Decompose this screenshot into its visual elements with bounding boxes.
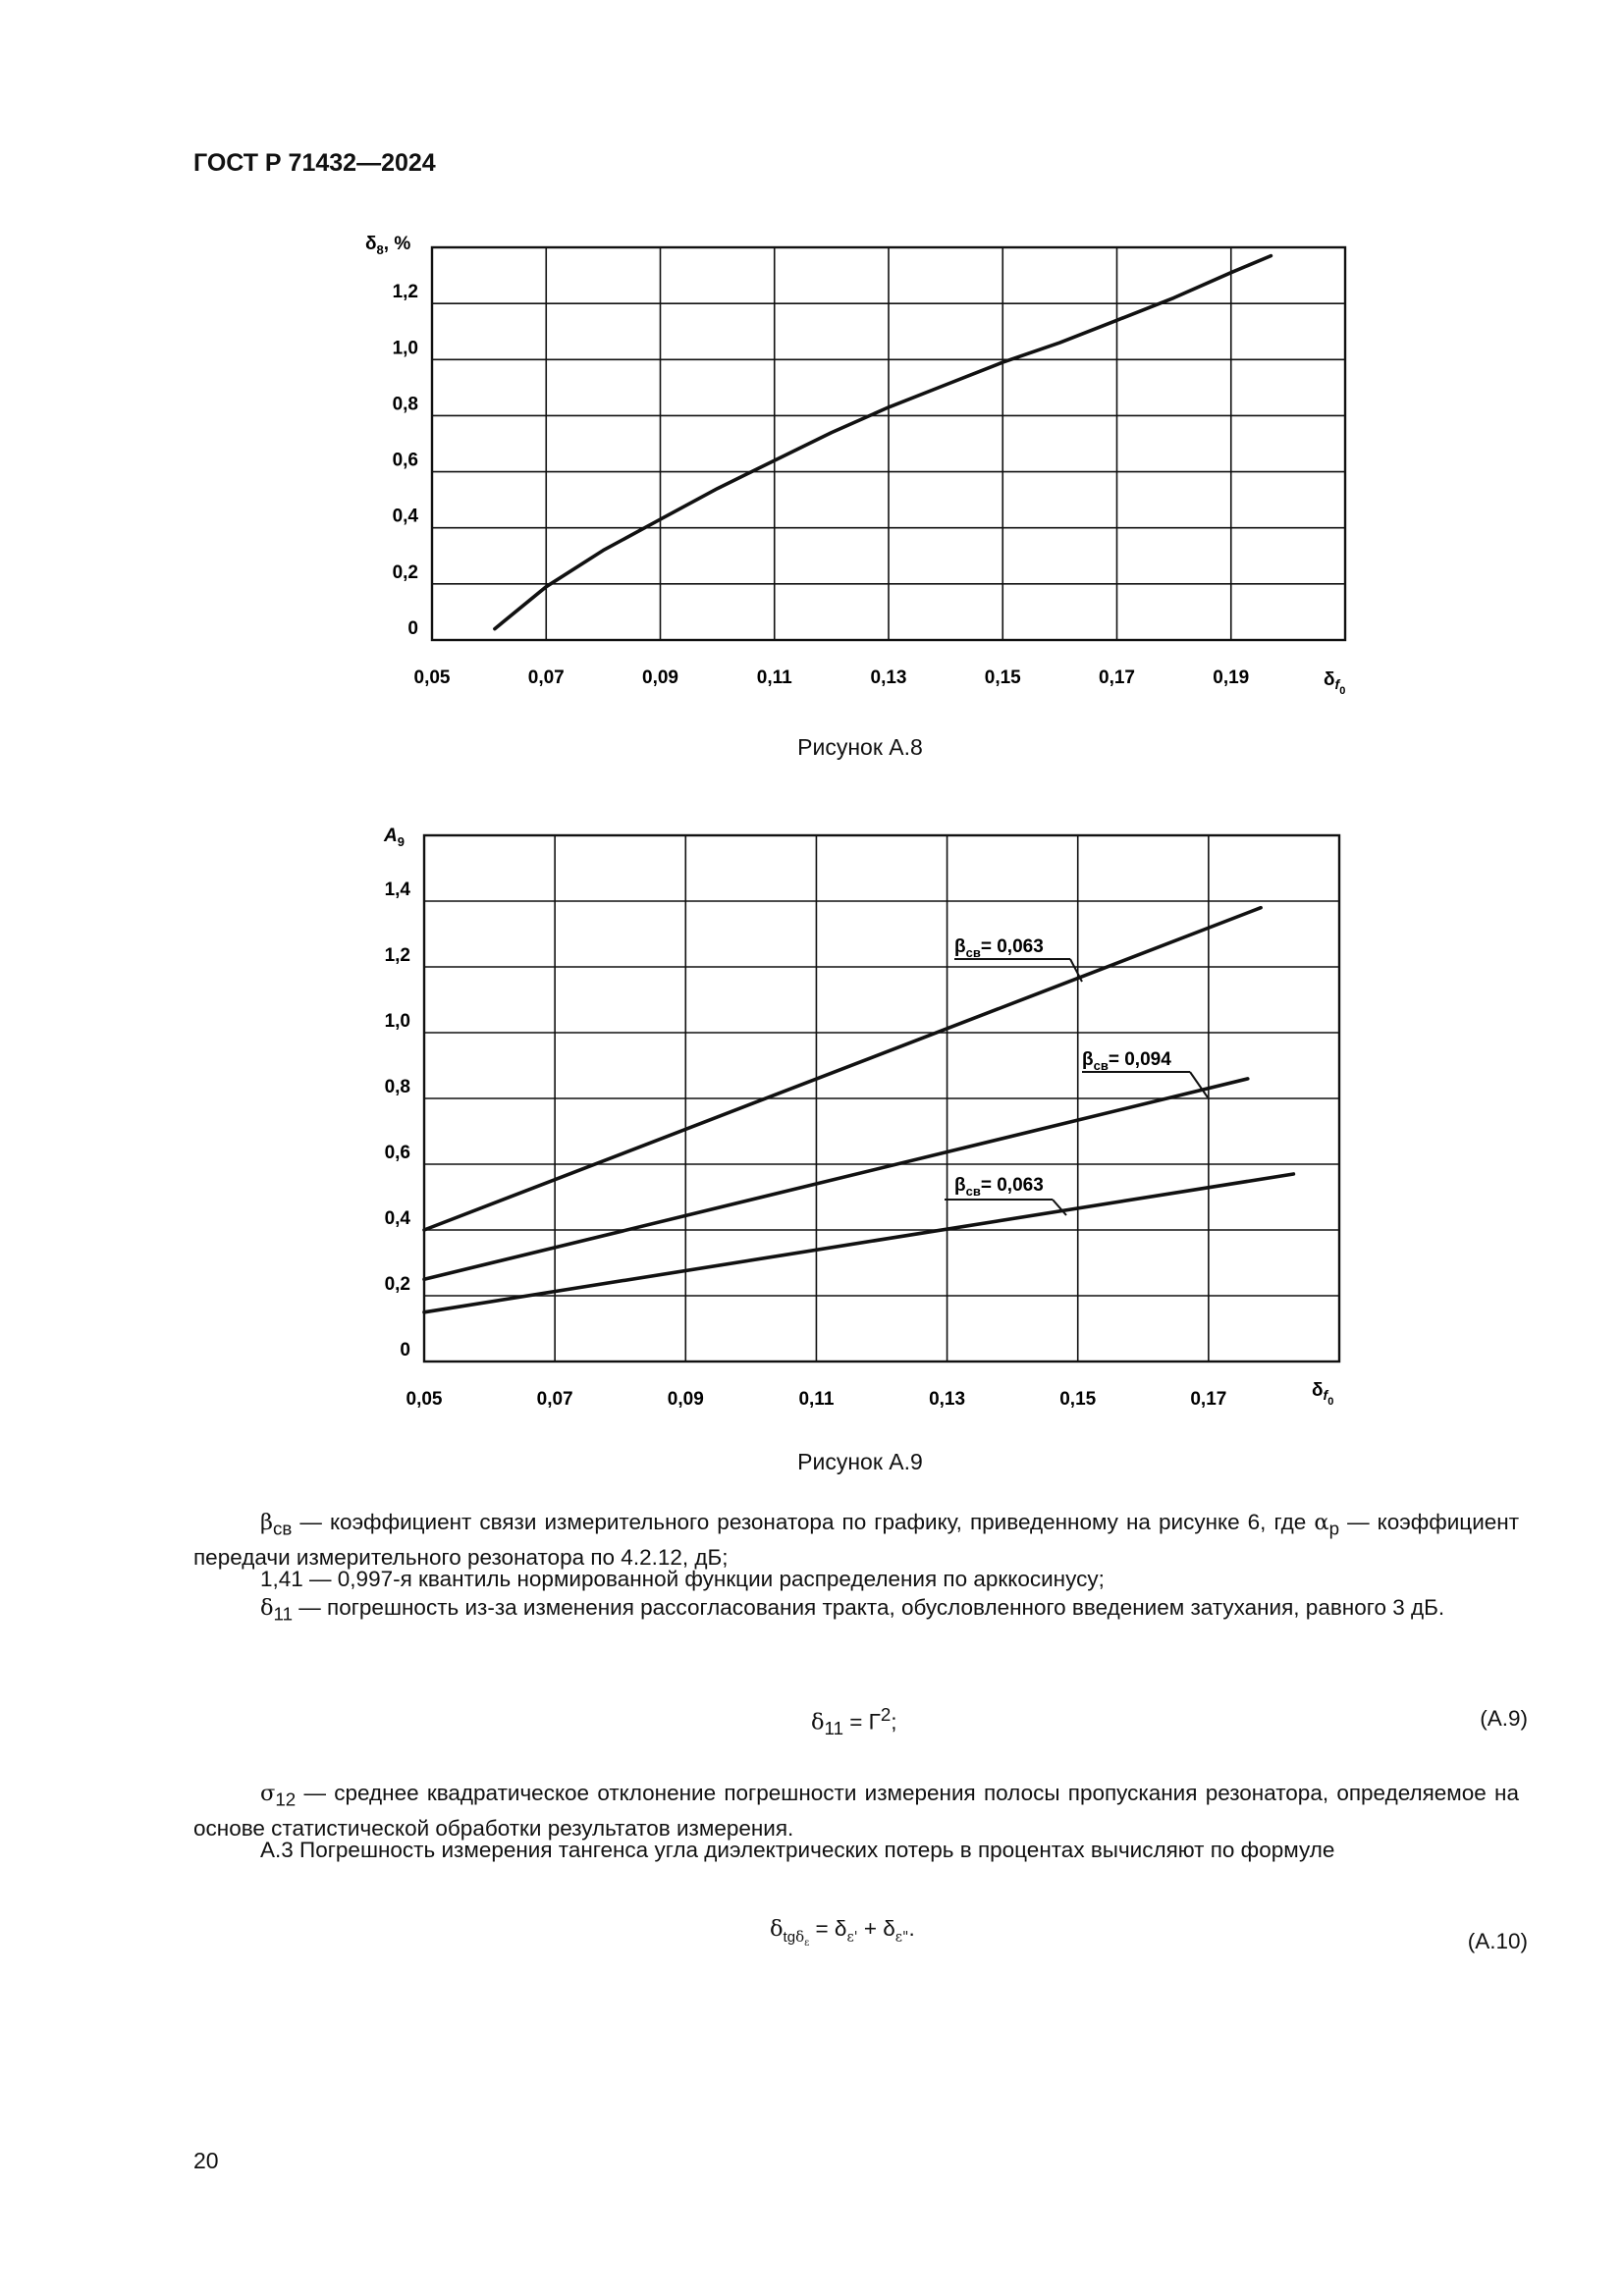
a9-ytick-label: 0,8 [384,1077,410,1097]
a9-ytick-label: 0 [400,1340,410,1361]
a8-xtick-label: 0,11 [756,667,792,688]
a9-tick-labels [385,880,1227,1410]
a8-xtick-label: 0,07 [527,667,565,688]
formula-a9: $\delta_{11} = Г^2$; [811,1704,897,1738]
a8-xtick-label: 0,19 [1213,667,1250,688]
figure-a8-caption: Рисунок А.8 [797,734,923,760]
a9-ytick-label: 1,4 [384,880,410,900]
a9-xtick-label: 0,07 [536,1389,573,1410]
a8-ytick-label: 1,2 [392,282,418,303]
a9-annotation-low-text: $\beta_{св}= 0,063$ [954,1175,1044,1199]
a9-xtick-label: 0,17 [1190,1389,1227,1410]
a8-xtick-label: 0,05 [413,667,451,688]
document-header: ГОСТ Р 71432—2024 [193,149,436,177]
a8-ytick-label: 0,2 [392,561,418,583]
a8-xtick-label: 0,15 [984,667,1021,688]
a9-ytick-label: 1,0 [384,1011,410,1032]
a9-annotation-top-text: $\beta_{св}= 0,063$ [954,936,1044,960]
a9-xtick-label: 0,15 [1059,1389,1097,1410]
a9-xtick-label: 0,05 [406,1389,443,1410]
formula-a10: $\delta_{tg\delta_\varepsilon} = \delta_{\varepsilon'} + \delta_{\varepsilon"}$. [770,1916,915,1949]
a9-ytick-label: 0,2 [384,1274,410,1295]
a8-ylabel: $\delta_8$, % [365,234,411,257]
a9-annotation-mid-text: $\beta_{св}= 0,094$ [1082,1049,1171,1073]
a9-grid [424,835,1339,1362]
paragraph-beta-definition: $\beta_{св}$ — коэффициент связи измерительного резонатора по графику, приведенному на рисунке 6, где $\alpha_р$ — коэффициент передачи измерительного резонатора по 4.2.12, дБ; [193,1510,1520,1570]
a9-ytick-label: 1,2 [384,945,410,966]
a8-ytick-label: 0,8 [392,394,418,415]
a9-ytick-label: 0,4 [384,1208,410,1229]
a9-annotation-top [954,936,1082,982]
a8-xtick-label: 0,09 [642,667,678,688]
a9-xtick-label: 0,13 [929,1389,966,1410]
a9-annotation-low [945,1175,1066,1215]
a8-ytick-label: 0,6 [392,450,418,471]
a9-xtick-label: 0,11 [798,1389,835,1410]
a9-xlabel: $\delta_{f0}$ [1312,1380,1334,1408]
paragraph-a3: А.3 Погрешность измерения тангенса угла диэлектрических потерь в процентах вычисляют по формуле [260,1838,1335,1862]
a9-ytick-label: 0,6 [384,1143,410,1163]
equation-number-a10: (А.10) [1467,1929,1528,1953]
a9-xtick-label: 0,09 [667,1389,704,1410]
paragraph-sigma12-definition: $\sigma_{12}$ — среднее квадратическое отклонение погрешности измерения полосы пропускания резонатора, определяемое на основе статистической обработки результатов измерения. [193,1781,1519,1841]
a9-ylabel: $A_9$ [384,826,405,849]
a8-xtick-label: 0,17 [1099,667,1135,688]
page-number: 20 [193,2148,219,2173]
a9-series-line-1 [424,1079,1248,1279]
a8-ytick-label: 0,4 [392,506,418,527]
a8-ytick-label: 1,0 [392,338,418,359]
paragraph-delta11-definition: $\delta_{11}$ — погрешность из-за изменения рассогласования тракта, обусловленного введением затухания, равного 3 дБ. [260,1595,1445,1625]
a8-xtick-label: 0,13 [870,667,907,688]
figure-a9-caption: Рисунок А.9 [797,1449,923,1474]
a9-annotation-mid [1082,1049,1208,1097]
paragraph-quantile: 1,41 — 0,997-я квантиль нормированной функции распределения по арккосинусу; [260,1567,1105,1591]
a8-ytick-label: 0 [407,618,418,639]
equation-number-a9: (А.9) [1480,1706,1528,1731]
a8-xlabel: $\delta_{f0}$ [1324,669,1346,697]
